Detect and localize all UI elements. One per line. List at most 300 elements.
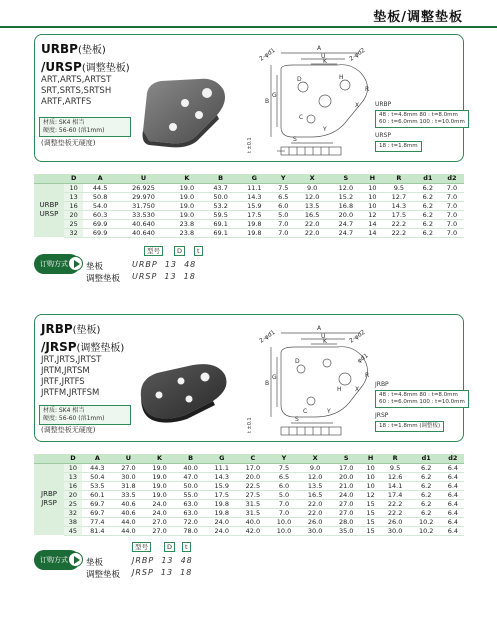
table-cell: 60.3	[83, 210, 117, 219]
dim-label-h: H	[337, 386, 342, 393]
spec-line: 18 : t=1.8mm (调整板)	[379, 423, 441, 429]
table-header-cell: d2	[442, 454, 464, 463]
thickness-spec-box	[375, 141, 422, 152]
table-cell: 17.0	[331, 463, 362, 472]
table-cell: 19.0	[170, 183, 204, 192]
table-header-cell: X	[295, 174, 329, 183]
table-cell: 24.7	[329, 219, 363, 228]
table-header-cell: S	[329, 174, 363, 183]
table-cell: 29.970	[117, 192, 170, 201]
table-cell: 13.5	[300, 481, 331, 490]
table-row	[34, 228, 464, 237]
product-title	[41, 321, 124, 357]
table-cell: 24.0	[144, 499, 175, 508]
dim-label-t: t ±0.1	[247, 137, 253, 153]
table-cell: 19.8	[206, 508, 237, 517]
spec-title: JRBP	[375, 381, 389, 388]
dim-label-u: U	[321, 333, 326, 340]
table-cell: 14.3	[237, 192, 271, 201]
title-code: JRBP	[41, 322, 73, 336]
table-cell: 19.0	[144, 472, 175, 481]
table-cell: 9.5	[380, 463, 411, 472]
model-line: JRTM,JRTSM	[41, 366, 90, 376]
table-cell: 28.0	[331, 517, 362, 526]
title-cn: (调整垫板)	[76, 343, 125, 354]
table-cell: 72.0	[175, 517, 206, 526]
product-title	[41, 41, 130, 77]
table-cell: 27.0	[331, 508, 362, 517]
table-cell: 17.5	[382, 210, 416, 219]
table-cell: 77.4	[82, 517, 113, 526]
table-cell: 26.0	[380, 517, 411, 526]
dim-label-k: K	[323, 58, 327, 65]
order-header-d: D	[164, 542, 175, 552]
dim-label-r: R	[365, 372, 370, 379]
table-row	[34, 490, 464, 499]
table-cell: 50.0	[204, 192, 238, 201]
table-cell: 17.4	[380, 490, 411, 499]
table-header-cell: K	[144, 454, 175, 463]
table-cell: 25	[64, 499, 82, 508]
table-cell: 23.8	[170, 228, 204, 237]
table-cell: 22.2	[380, 508, 411, 517]
table-header-cell: B	[204, 174, 238, 183]
table-cell: 16.5	[300, 490, 331, 499]
table-cell: 12	[362, 490, 380, 499]
table-cell: 33.530	[117, 210, 170, 219]
table-cell: 20.0	[329, 210, 363, 219]
table-cell: 5.0	[268, 490, 299, 499]
table-cell: 6.4	[442, 499, 464, 508]
arrow-right-icon	[68, 552, 83, 567]
table-cell: 6.2	[411, 463, 442, 472]
product-panel	[34, 34, 464, 162]
model-line: JRT,JRTS,JRTST	[41, 355, 102, 365]
table-cell: 43.7	[204, 183, 238, 192]
dim-label-b: B	[265, 98, 270, 105]
table-cell: 7.0	[440, 192, 464, 201]
dim-label-d1b: φd1	[356, 352, 370, 365]
table-cell: 42.0	[237, 526, 268, 535]
table-cell: 31.5	[237, 499, 268, 508]
dim-label-d1: 2-φd1	[258, 328, 277, 345]
spec-title: URSP	[375, 132, 391, 139]
table-header-cell: U	[113, 454, 144, 463]
table-cell: 63.0	[175, 508, 206, 517]
table-cell: 6.2	[416, 228, 440, 237]
table-cell: 7.0	[271, 219, 295, 228]
table-header-cell: G	[237, 174, 271, 183]
table-row	[34, 210, 464, 219]
table-cell: 12	[363, 210, 382, 219]
table-cell: 6.0	[271, 201, 295, 210]
table-header-cell: C	[237, 454, 268, 463]
table-cell: 21.0	[331, 481, 362, 490]
table-cell: 10.2	[411, 517, 442, 526]
dim-label-c: C	[299, 114, 304, 121]
dim-label-r: R	[365, 86, 370, 93]
hardness-note: (调整垫板无硬度)	[41, 139, 96, 147]
table-cell: 7.5	[268, 463, 299, 472]
table-cell: 24.0	[144, 508, 175, 517]
title-cn: (垫板)	[77, 45, 106, 56]
table-cell: 40.0	[237, 517, 268, 526]
table-header-cell: H	[362, 454, 380, 463]
table-cell: 12.0	[295, 192, 329, 201]
table-cell: 44.0	[113, 517, 144, 526]
dim-label-c: C	[303, 408, 308, 415]
table-cell: 31.8	[113, 481, 144, 490]
table-cell: 5.0	[271, 210, 295, 219]
table-cell: 6.2	[416, 210, 440, 219]
table-cell: 17.5	[237, 210, 271, 219]
order-method-badge: 订购方式	[34, 254, 80, 274]
table-cell: 27.5	[237, 490, 268, 499]
table-cell: 60.1	[82, 490, 113, 499]
table-cell: 6.2	[416, 192, 440, 201]
table-cell: 69.1	[204, 219, 238, 228]
table-cell: 69.9	[83, 219, 117, 228]
arrow-right-icon	[68, 256, 83, 271]
dim-label-t: t ±0.1	[247, 417, 253, 433]
dim-label-s: S	[293, 136, 297, 143]
dim-label-d2: 2-φd2	[348, 46, 367, 63]
table-cell: 22.2	[382, 228, 416, 237]
part-photo	[133, 71, 233, 151]
table-cell: 23.8	[170, 219, 204, 228]
table-header-row	[34, 174, 464, 183]
section-jrbp	[34, 314, 465, 580]
material-line: 材质: SK4 相当	[43, 119, 85, 126]
table-cell: 19.8	[206, 499, 237, 508]
table-header-cell: A	[82, 454, 113, 463]
table-header-cell: H	[363, 174, 382, 183]
spec-title: URBP	[375, 101, 392, 108]
thickness-spec-box	[375, 390, 469, 408]
table-cell: 10	[64, 183, 83, 192]
page-title: 垫板/调整垫板	[373, 10, 463, 25]
table-cell: 19.0	[170, 210, 204, 219]
table-cell: 31.750	[117, 201, 170, 210]
table-cell: 20	[64, 490, 82, 499]
table-cell: 22.5	[237, 481, 268, 490]
table-cell: 44.0	[113, 526, 144, 535]
order-item-label: 垫板	[86, 262, 104, 272]
table-cell: 27.0	[144, 526, 175, 535]
table-cell: 10	[362, 463, 380, 472]
table-cell: 54.0	[83, 201, 117, 210]
table-cell: 12.6	[380, 472, 411, 481]
table-cell: 16.5	[295, 210, 329, 219]
model-line: ART,ARTS,ARTST	[41, 75, 112, 85]
table-cell: 22.2	[382, 219, 416, 228]
table-header-row	[34, 454, 464, 463]
table-cell: 24.0	[206, 526, 237, 535]
table-cell: 32	[64, 228, 83, 237]
table-cell: 32	[64, 508, 82, 517]
table-cell: 7.0	[440, 183, 464, 192]
table-cell: 22.0	[295, 219, 329, 228]
table-cell: 10.2	[411, 526, 442, 535]
spec-line: 18 : t=1.8mm	[379, 143, 418, 149]
order-method-badge: 订购方式	[34, 550, 80, 570]
table-cell: 10	[362, 472, 380, 481]
table-header-cell: D	[64, 174, 83, 183]
model-line: JRTF,JRTFS	[41, 377, 85, 387]
dim-label-d: D	[295, 358, 300, 365]
order-header-model: 型号	[132, 542, 151, 552]
table-cell: 6.2	[411, 499, 442, 508]
table-cell: 50.8	[83, 192, 117, 201]
table-header-cell: B	[175, 454, 206, 463]
table-model-cell: JRBP JRSP	[34, 463, 64, 535]
dim-label-s: S	[295, 416, 299, 423]
table-row	[34, 192, 464, 201]
table-cell: 15	[362, 526, 380, 535]
table-row	[34, 201, 464, 210]
table-row	[34, 472, 464, 481]
header-rule	[0, 26, 497, 28]
dim-label-g: G	[272, 92, 277, 99]
table-cell: 19.0	[144, 463, 175, 472]
table-row	[34, 499, 464, 508]
table-header-cell: X	[300, 454, 331, 463]
dim-label-d2: 2-φd2	[348, 328, 367, 345]
material-box	[39, 405, 131, 425]
thickness-spec-box	[375, 421, 444, 432]
order-item-label: 调整垫板	[86, 570, 121, 580]
table-cell: 7.0	[440, 201, 464, 210]
material-line: 材质: SK4 相当	[43, 407, 85, 414]
section-urbp	[34, 34, 465, 284]
title-cn: (垫板)	[72, 325, 101, 336]
table-cell: 6.4	[442, 517, 464, 526]
table-cell: 15.9	[206, 481, 237, 490]
table-cell: 40.6	[113, 508, 144, 517]
table-cell: 12.7	[382, 192, 416, 201]
table-cell: 16	[64, 201, 83, 210]
table-row	[34, 481, 464, 490]
table-cell: 16.8	[329, 201, 363, 210]
table-cell: 47.0	[175, 472, 206, 481]
table-cell: 55.0	[175, 490, 206, 499]
table-cell: 13.5	[295, 201, 329, 210]
dim-label-a: A	[317, 325, 322, 332]
table-cell: 40.640	[117, 228, 170, 237]
part-photo	[133, 357, 233, 427]
table-cell: 15	[362, 499, 380, 508]
table-cell: 10	[362, 481, 380, 490]
table-cell: 7.0	[440, 228, 464, 237]
table-cell: 24.7	[329, 228, 363, 237]
table-cell: 22.0	[295, 228, 329, 237]
table-header-cell: d1	[411, 454, 442, 463]
table-cell: 35.0	[331, 526, 362, 535]
table-cell: 45	[64, 526, 82, 535]
dim-label-y: Y	[327, 408, 331, 415]
table-header-cell: U	[117, 174, 170, 183]
table-cell: 7.0	[440, 210, 464, 219]
table-cell: 15.2	[329, 192, 363, 201]
table-cell: 38	[64, 517, 82, 526]
order-item-code: JRSP 13 18	[132, 568, 193, 577]
material-line: 硬度: 56-60 (溶1mm)	[43, 415, 105, 422]
table-cell: 40.6	[113, 499, 144, 508]
table-cell: 12.0	[329, 183, 363, 192]
table-cell: 19.0	[170, 192, 204, 201]
title-code: URBP	[41, 42, 78, 56]
table-cell: 15	[362, 517, 380, 526]
dim-label-d: D	[297, 76, 302, 83]
table-cell: 12.0	[300, 472, 331, 481]
table-cell: 14.3	[382, 201, 416, 210]
order-item-code: JRBP 13 48	[132, 556, 193, 565]
table-cell: 10	[363, 183, 382, 192]
order-example	[34, 246, 254, 286]
table-cell: 20	[64, 210, 83, 219]
table-cell: 13	[64, 472, 82, 481]
title-code: /URSP	[41, 60, 82, 74]
spec-title: JRSP	[375, 412, 389, 419]
table-cell: 69.9	[83, 228, 117, 237]
table-cell: 7.0	[271, 228, 295, 237]
spec-line: 60 : t=6.0mm 100 : t=10.0mm	[379, 119, 465, 125]
table-cell: 6.2	[416, 201, 440, 210]
table-cell: 14	[363, 219, 382, 228]
order-header-d: D	[174, 246, 185, 256]
table-cell: 15.9	[237, 201, 271, 210]
material-line: 硬度: 56-60 (溶1mm)	[43, 127, 105, 134]
table-header-cell: R	[380, 454, 411, 463]
table-row	[34, 517, 464, 526]
table-row	[34, 183, 464, 192]
table-cell: 69.7	[82, 499, 113, 508]
dim-label-x: X	[355, 102, 360, 109]
table-cell: 81.4	[82, 526, 113, 535]
spec-line: 48 : t=4.8mm 80 : t=8.0mm	[379, 112, 458, 118]
table-cell: 6.2	[411, 472, 442, 481]
table-cell: 6.2	[411, 481, 442, 490]
table-cell: 25	[64, 219, 83, 228]
order-header-t: t	[194, 246, 203, 256]
table-cell: 22.0	[300, 508, 331, 517]
table-cell: 6.4	[442, 526, 464, 535]
table-cell: 22.0	[300, 499, 331, 508]
table-cell: 53.5	[82, 481, 113, 490]
table-cell: 44.5	[83, 183, 117, 192]
table-cell: 10	[363, 201, 382, 210]
table-cell: 50.4	[82, 472, 113, 481]
dim-label-h: H	[339, 74, 344, 81]
table-cell: 30.0	[380, 526, 411, 535]
table-cell: 31.5	[237, 508, 268, 517]
table-header-cell: Y	[271, 174, 295, 183]
table-header-cell: K	[170, 174, 204, 183]
table-cell: 6.2	[416, 183, 440, 192]
table-cell: 7.0	[268, 508, 299, 517]
order-item-label: 调整垫板	[86, 274, 121, 284]
table-row	[34, 526, 464, 535]
table-cell: 10.0	[268, 517, 299, 526]
spec-line: 60 : t=6.0mm 100 : t=10.0mm	[379, 399, 465, 405]
product-panel	[34, 314, 464, 442]
table-row	[34, 219, 464, 228]
order-item-code: URSP 13 18	[132, 272, 196, 281]
dim-label-u: U	[321, 53, 326, 60]
table-cell: 14	[363, 228, 382, 237]
table-cell: 53.2	[204, 201, 238, 210]
table-cell: 6.4	[442, 463, 464, 472]
table-header-cell: D	[64, 454, 82, 463]
spec-line: 48 : t=4.8mm 80 : t=8.0mm	[379, 392, 458, 398]
table-cell: 9.0	[300, 463, 331, 472]
order-example	[34, 542, 254, 582]
table-cell: 69.7	[82, 508, 113, 517]
table-cell: 6.2	[411, 508, 442, 517]
table-cell: 6.4	[442, 472, 464, 481]
table-cell: 19.0	[144, 490, 175, 499]
dimension-table	[34, 174, 464, 238]
table-cell: 40.0	[175, 463, 206, 472]
title-cn: (调整垫板)	[81, 63, 130, 74]
table-row	[34, 508, 464, 517]
table-header-blank	[34, 174, 64, 183]
table-cell: 19.0	[144, 481, 175, 490]
hardness-note: (调整垫板无硬度)	[41, 426, 96, 434]
table-cell: 14.1	[380, 481, 411, 490]
model-line: ARTF,ARTFS	[41, 97, 92, 107]
title-code: /JRSP	[41, 340, 77, 354]
compatible-models	[41, 355, 101, 399]
table-header-cell: Y	[268, 454, 299, 463]
table-model-cell: URBP URSP	[34, 183, 64, 237]
table-cell: 30.0	[300, 526, 331, 535]
table-cell: 6.5	[268, 472, 299, 481]
table-cell: 15	[362, 508, 380, 517]
table-cell: 26.925	[117, 183, 170, 192]
order-header-model: 型号	[144, 246, 163, 256]
table-header-blank	[34, 454, 64, 463]
table-cell: 40.640	[117, 219, 170, 228]
table-header-cell: R	[382, 174, 416, 183]
table-cell: 6.4	[442, 481, 464, 490]
table-header-cell: S	[331, 454, 362, 463]
table-cell: 59.5	[204, 210, 238, 219]
table-cell: 17.0	[237, 463, 268, 472]
table-cell: 6.2	[411, 490, 442, 499]
table-cell: 6.4	[442, 490, 464, 499]
table-row	[34, 463, 464, 472]
table-cell: 14.3	[206, 472, 237, 481]
table-cell: 20.0	[331, 472, 362, 481]
table-cell: 30.0	[113, 472, 144, 481]
table-cell: 6.4	[442, 508, 464, 517]
table-cell: 7.0	[268, 499, 299, 508]
table-header-cell: A	[83, 174, 117, 183]
thickness-spec-box	[375, 110, 469, 128]
table-cell: 33.5	[113, 490, 144, 499]
table-cell: 20.0	[237, 472, 268, 481]
table-cell: 63.0	[175, 499, 206, 508]
dim-label-g: G	[272, 374, 277, 381]
table-cell: 10	[363, 192, 382, 201]
table-cell: 11.1	[237, 183, 271, 192]
table-cell: 6.2	[416, 219, 440, 228]
table-cell: 24.0	[331, 490, 362, 499]
table-cell: 44.3	[82, 463, 113, 472]
table-cell: 6.0	[268, 481, 299, 490]
table-cell: 9.5	[382, 183, 416, 192]
